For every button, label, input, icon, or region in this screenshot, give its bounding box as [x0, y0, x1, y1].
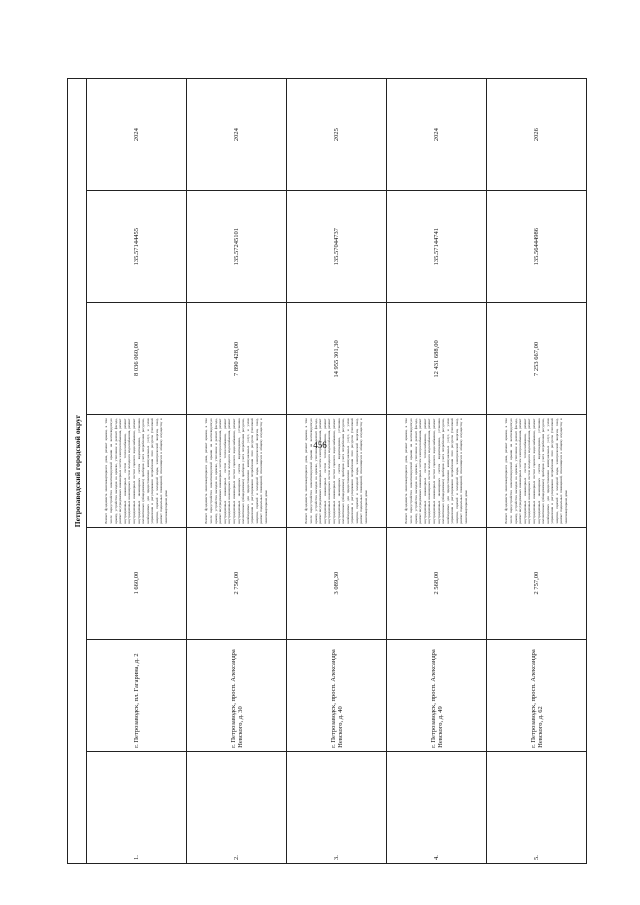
rotated-table-container: [67, 78, 587, 864]
building-area: 2 568,00: [387, 527, 487, 639]
repair-cost: 12 431 688,00: [387, 303, 487, 415]
page-number: 456: [313, 440, 327, 450]
building-area: 3 089,30: [287, 527, 387, 639]
row-number: 3.: [287, 751, 387, 863]
table-row: [387, 79, 487, 864]
repair-cost: 14 955 301,30: [287, 303, 387, 415]
table-row: [87, 79, 187, 864]
building-area: 2 757,00: [487, 527, 587, 639]
work-types: Ремонт фундамента многоквартирного дома, ремонт крыши, в том числе переустройство невентилируемой крыши на вентилируемую крышу, устройство выходов на кровлю, утепление и ремонт фасада, ремонт внутридомовых инженерных систем электроснабжения, ремонт внутридомовых инженерных систем теплоснабжения, ремонт внутридомовых инженерных систем холодного водоснабжения, ремонт внутридомовых инженерных систем горячего водоснабжения, ремонт внутридомовых инженерных систем водоотведения, установка коллективных (общедомовых) приборов учета потребления ресурсов, необходимых для предоставления коммунальных услуг, и узлов управления и регулирования потребления этих ресурсов (тепловой энергии, горячей и холодной воды, электрической энергии, газа), ремонт подвальных помещений, относящихся к общему имуществу в многоквартирном доме: [387, 415, 487, 527]
section-title: Петрозаводский городской округ: [68, 79, 87, 864]
building-address: г. Петрозаводск, просп. Александра Невского, д. 30: [187, 639, 287, 751]
cadastral-code: 135.57245101: [187, 191, 287, 303]
repair-cost: 7 253 667,00: [487, 303, 587, 415]
table-row: [287, 79, 387, 864]
building-address: г. Петрозаводск, просп. Александра Невского, д. 62: [487, 639, 587, 751]
building-address: г. Петрозаводск, просп. Александра Невского, д. 40: [287, 639, 387, 751]
repair-year: 2025: [287, 79, 387, 191]
row-number: 5.: [487, 751, 587, 863]
work-types: Ремонт фундамента многоквартирного дома, ремонт крыши, в том числе переустройство невентилируемой крыши на вентилируемую крышу, устройство выходов на кровлю, утепление и ремонт фасада, ремонт внутридомовых инженерных систем электроснабжения, ремонт внутридомовых инженерных систем теплоснабжения, ремонт внутридомовых инженерных систем холодного водоснабжения, ремонт внутридомовых инженерных систем горячего водоснабжения, ремонт внутридомовых инженерных систем водоотведения, установка коллективных (общедомовых) приборов учета потребления ресурсов, необходимых для предоставления коммунальных услуг, и узлов управления и регулирования потребления этих ресурсов (тепловой энергии, горячей и холодной воды, электрической энергии, газа), ремонт подвальных помещений, относящихся к общему имуществу в многоквартирном доме: [487, 415, 587, 527]
building-address: г. Петрозаводск, пл. Гагарина, д. 2: [87, 639, 187, 751]
cadastral-code: 135.57044737: [287, 191, 387, 303]
rotated-table-frame: [67, 78, 587, 864]
cadastral-code: 135.57144741: [387, 191, 487, 303]
repair-cost: 8 036 060,00: [87, 303, 187, 415]
row-number: 2.: [187, 751, 287, 863]
table-row: [187, 79, 287, 864]
building-area: 2 756,00: [187, 527, 287, 639]
cadastral-code: 135.56444986: [487, 191, 587, 303]
work-types: Ремонт фундамента многоквартирного дома, ремонт крыши, в том числе переустройство невентилируемой крыши на вентилируемую крышу, устройство выходов на кровлю, утепление и ремонт фасада, ремонт внутридомовых инженерных систем электроснабжения, ремонт внутридомовых инженерных систем теплоснабжения, ремонт внутридомовых инженерных систем холодного водоснабжения, ремонт внутридомовых инженерных систем горячего водоснабжения, ремонт внутридомовых инженерных систем водоотведения, установка коллективных (общедомовых) приборов учета потребления ресурсов, необходимых для предоставления коммунальных услуг, и узлов управления и регулирования потребления этих ресурсов (тепловой энергии, горячей и холодной воды, электрической энергии, газа), ремонт подвальных помещений, относящихся к общему имуществу в многоквартирном доме: [187, 415, 287, 527]
row-number: 4.: [387, 751, 487, 863]
repair-year: 2024: [387, 79, 487, 191]
repair-year: 2024: [187, 79, 287, 191]
work-types: Ремонт фундамента многоквартирного дома, ремонт крыши, в том числе переустройство невентилируемой крыши на вентилируемую крышу, устройство выходов на кровлю, утепление и ремонт фасада, ремонт внутридомовых инженерных систем электроснабжения, ремонт внутридомовых инженерных систем теплоснабжения, ремонт внутридомовых инженерных систем холодного водоснабжения, ремонт внутридомовых инженерных систем горячего водоснабжения, ремонт внутридомовых инженерных систем водоотведения, установка коллективных (общедомовых) приборов учета потребления ресурсов, необходимых для предоставления коммунальных услуг, и узлов управления и регулирования потребления этих ресурсов (тепловой энергии, горячей и холодной воды, электрической энергии, газа), ремонт подвальных помещений, относящихся к общему имуществу в многоквартирном доме: [287, 415, 387, 527]
repair-program-table: [67, 78, 587, 864]
section-header-row: [68, 79, 87, 864]
work-types: Ремонт фундамента многоквартирного дома, ремонт крыши, в том числе переустройство невентилируемой крыши на вентилируемую крышу, устройство выходов на кровлю, утепление и ремонт фасада, ремонт внутридомовых инженерных систем электроснабжения, ремонт внутридомовых инженерных систем теплоснабжения, ремонт внутридомовых инженерных систем холодного водоснабжения, ремонт внутридомовых инженерных систем горячего водоснабжения, ремонт внутридомовых инженерных систем водоотведения, установка коллективных (общедомовых) приборов учета потребления ресурсов, необходимых для предоставления коммунальных услуг, и узлов управления и регулирования потребления этих ресурсов (тепловой энергии, горячей и холодной воды, электрической энергии, газа), ремонт подвальных помещений, относящихся к общему имуществу в многоквартирном доме: [87, 415, 187, 527]
row-number: 1.: [87, 751, 187, 863]
building-area: 1 660,00: [87, 527, 187, 639]
repair-year: 2024: [87, 79, 187, 191]
repair-cost: 7 890 428,00: [187, 303, 287, 415]
building-address: г. Петрозаводск, просп. Александра Невского, д. 49: [387, 639, 487, 751]
table-row: [487, 79, 587, 864]
cadastral-code: 135.57144455: [87, 191, 187, 303]
repair-year: 2026: [487, 79, 587, 191]
